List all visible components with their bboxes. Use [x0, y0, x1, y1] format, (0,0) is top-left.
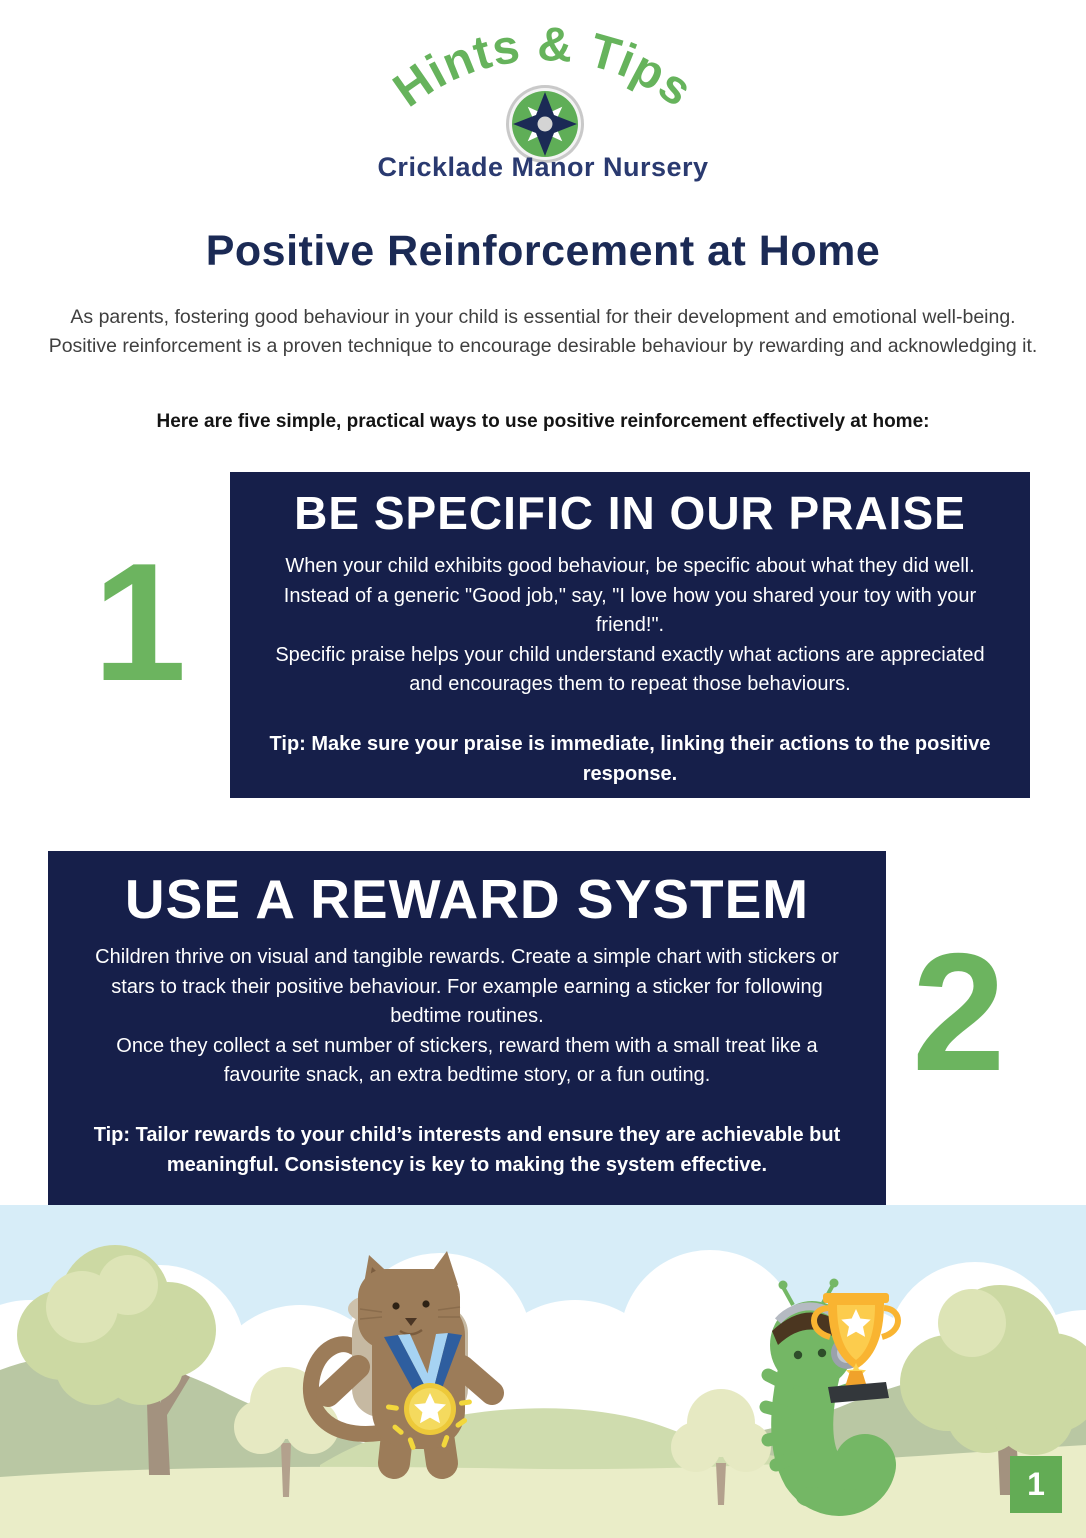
brand-arched-text: Hints & Tips — [384, 17, 703, 118]
footer-landscape-illustration — [0, 1205, 1086, 1538]
lead-in-line: Here are five simple, practical ways to use positive reinforcement effectively at home: — [156, 411, 930, 432]
page-number-badge: 1 — [1010, 1456, 1062, 1513]
section-1-number: 1 — [93, 528, 187, 716]
section-1-heading: BE SPECIFIC IN OUR PRAISE — [294, 487, 966, 539]
section-2-body: Once they collect a set number of stickers, reward them with a small treat like a favourite snack, an extra bedtime story, or a fun outing. — [116, 1034, 818, 1087]
intro-paragraph: As parents, fostering good behaviour in your child is essential for their development and emotional well-being. Positive reinforcement is a proven technique to encourage desirable behaviour by rewarding and acknowledging it. — [48, 305, 1038, 357]
section-1-body: Specific praise helps your child understand exactly what actions are appreciated and encourages them to repeat those behaviours. — [275, 643, 985, 696]
section-2-card — [48, 851, 886, 1205]
page-title: Positive Reinforcement at Home — [205, 226, 881, 275]
section-2-body: Children thrive on visual and tangible rewards. Create a simple chart with stickers or stars to track their positive behaviour. For example earning a sticker for following bedtime routines. — [95, 946, 839, 1028]
section-1-tip: Tip: Make sure your praise is immediate, linking their actions to the positive response. — [269, 732, 991, 785]
medal-icon — [404, 1383, 456, 1435]
section-2-heading: USE A REWARD SYSTEM — [124, 868, 810, 930]
caterpillar-character — [766, 1279, 898, 1510]
nursery-name: Cricklade Manor Nursery — [377, 152, 709, 182]
section-1-card — [230, 472, 1030, 798]
section-2-number: 2 — [912, 918, 1006, 1106]
section-2-tip: Tip: Tailor rewards to your child’s interests and ensure they are achievable but meaningful. Consistency is key to making the system effective. — [93, 1123, 841, 1176]
section-1-body: When your child exhibits good behaviour, be specific about what they did well. Instead of a generic "Good job," say, "I love how you shared your toy with your friend!". — [283, 555, 977, 637]
